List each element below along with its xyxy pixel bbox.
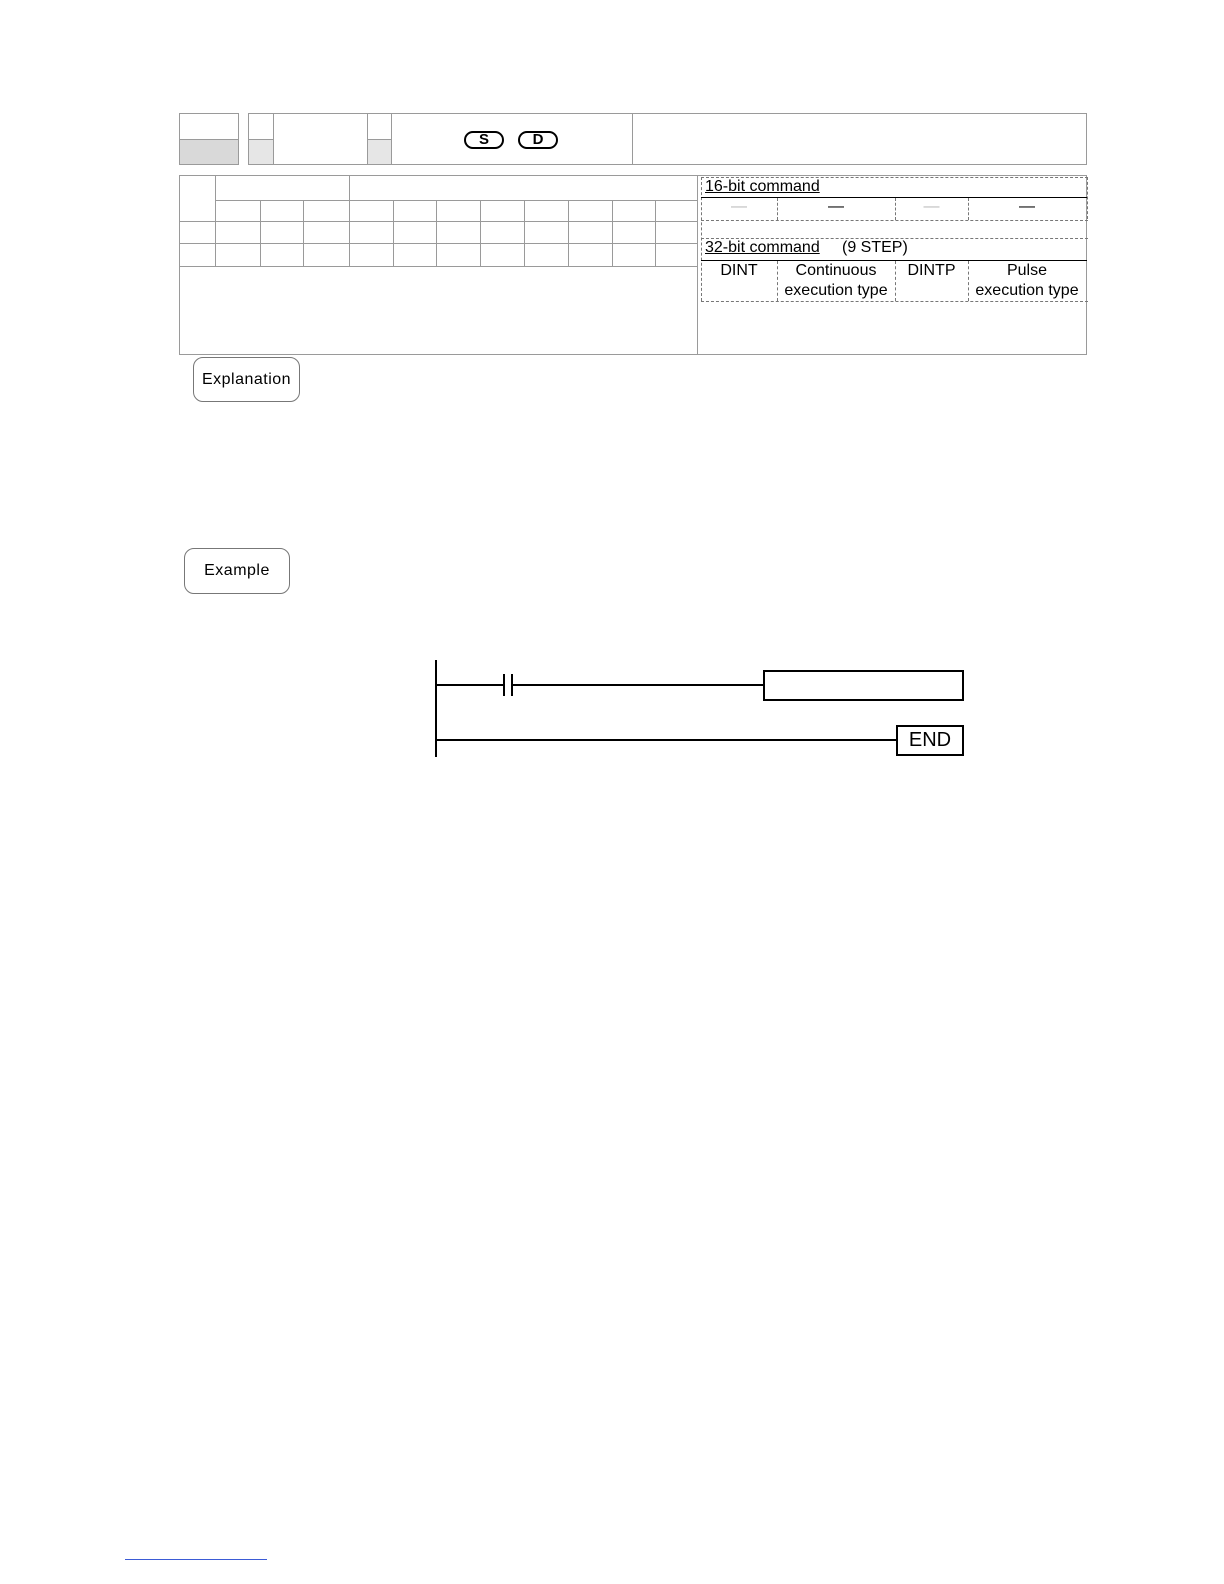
32bit-dint <box>701 261 777 281</box>
footer-link-underline[interactable] <box>125 1559 267 1560</box>
example-heading: Example <box>184 548 290 594</box>
api-number-shaded-cell <box>180 139 238 164</box>
32bit-command-label: 32-bit command <box>705 239 820 256</box>
operand-d: D <box>518 131 558 149</box>
32bit-continuous <box>777 261 895 301</box>
32bit-dintp <box>895 261 968 281</box>
instruction-header <box>248 113 1087 165</box>
rung-2-wire <box>437 739 896 741</box>
left-power-rail <box>435 660 437 757</box>
32bit-dintp-name: DINTP <box>907 262 956 279</box>
16bit-cell-3: — <box>923 198 940 215</box>
32bit-steps: (9 STEP) <box>842 239 908 256</box>
contact-left-plate <box>503 674 505 696</box>
rung-1-wire-a <box>437 684 503 686</box>
p-flag-cell <box>368 139 391 164</box>
end-box <box>896 725 964 756</box>
32bit-pulse <box>968 261 1086 301</box>
16bit-cell-2: — <box>828 198 844 215</box>
16bit-cell-4: — <box>1019 198 1035 215</box>
32bit-pulse-name: Pulse <box>1006 262 1048 279</box>
d-flag-cell <box>249 139 273 164</box>
end-label: END <box>908 729 952 751</box>
32bit-pulse-type: execution type <box>975 282 1079 299</box>
ladder-diagram <box>430 660 970 760</box>
16bit-cell-1: — <box>731 198 747 215</box>
16bit-command-label: 16-bit command <box>705 178 820 195</box>
32bit-dint-name: DINT <box>720 262 758 279</box>
explanation-heading: Explanation <box>193 357 300 402</box>
32bit-continuous-type: execution type <box>784 282 888 299</box>
32bit-continuous-name: Continuous <box>795 262 877 279</box>
device-table <box>179 175 1087 355</box>
instruction-box <box>763 670 964 701</box>
operand-s: S <box>464 131 504 149</box>
api-number-box <box>179 113 239 165</box>
rung-1-wire-b <box>513 684 763 686</box>
